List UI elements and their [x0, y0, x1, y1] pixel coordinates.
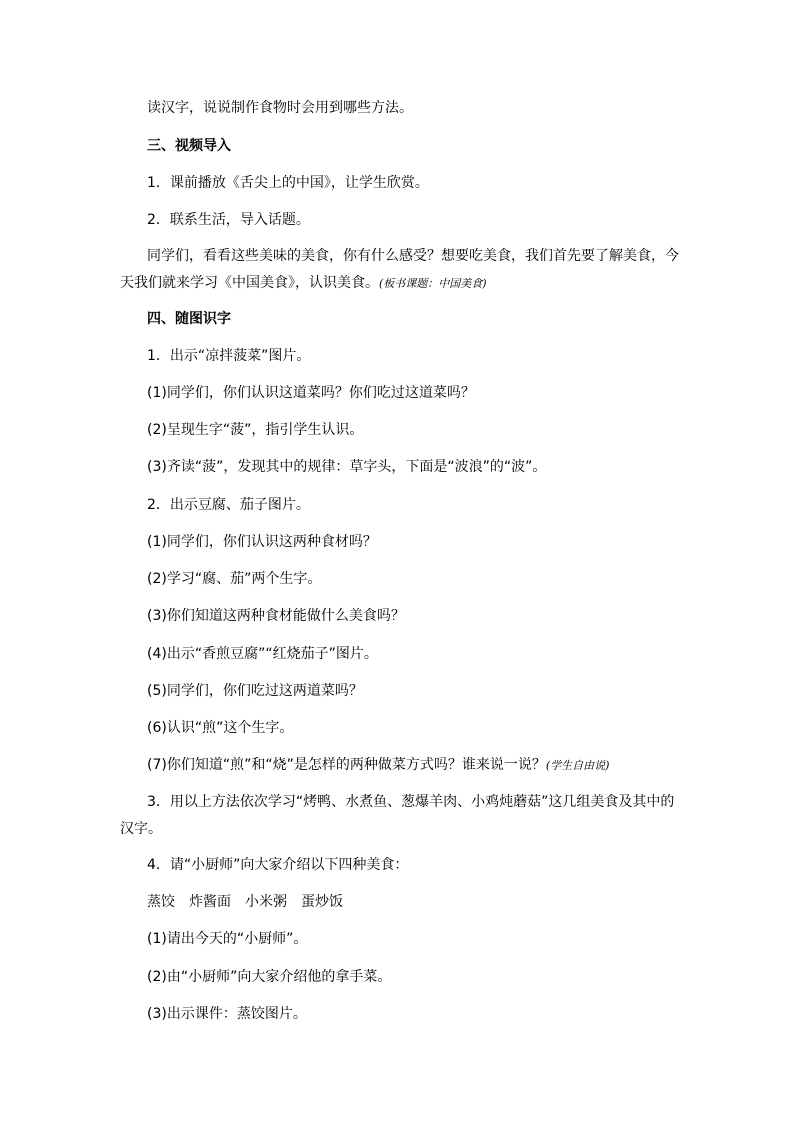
- substep-2-learn-characters: (2)学习“腐、茄”两个生字。: [147, 571, 322, 587]
- intro-topic-text: 同学们，看看这些美味的美食，你有什么感受？想要吃美食，我们首先要了解美食，今天我们就来学习《中国美食》，认识美食。: [120, 248, 679, 291]
- substep-4-show-pictures: (4)出示“香煎豆腐”“红烧茄子”图片。: [147, 646, 378, 662]
- substep-2-present-character: (2)呈现生字“菠”，指引学生认识。: [147, 422, 364, 438]
- paragraph-intro-topic: [120, 243, 680, 297]
- substep-3-what-dishes: (3)你们知道这两种食材能做什么美食吗？: [147, 608, 405, 624]
- four-dishes-list: 蒸饺 炸酱面 小米粥 蛋炒饭: [147, 894, 343, 910]
- step-3-learn-more-dishes: 3．用以上方法依次学习“烤鸭、水煮鱼、葱爆羊肉、小鸡炖蘑菇”这几组美食及其中的汉字。: [120, 794, 675, 837]
- step-4-little-chef: 4．请“小厨师”向大家介绍以下四种美食：: [147, 857, 409, 873]
- substep-1-invite-chef: (1)请出今天的“小厨师”。: [147, 931, 308, 947]
- substep-5-eaten-before: (5)同学们，你们吃过这两道菜吗？: [147, 683, 363, 699]
- substep-2-chef-introduces: (2)由“小厨师”向大家介绍他的拿手菜。: [147, 969, 392, 985]
- step-1-show-spinach: 1．出示“凉拌菠菜”图片。: [147, 348, 311, 364]
- blackboard-note: (板书课题：中国美食): [379, 277, 487, 290]
- paragraph-read-characters: 读汉字，说说制作食物时会用到哪些方法。: [147, 100, 413, 116]
- substep-6-recognize-jian: (6)认识“煎”这个生字。: [147, 720, 294, 736]
- substep-3-show-courseware: (3)出示课件：蒸饺图片。: [147, 1006, 307, 1022]
- cooking-methods-text: (7)你们知道“煎”和“烧”是怎样的两种做菜方式吗？谁来说一说？: [147, 757, 546, 773]
- free-talk-note: (学生自由说): [545, 759, 610, 772]
- substep-1-recognize-dish: (1)同学们，你们认识这道菜吗？你们吃过这道菜吗？: [147, 385, 475, 401]
- substep-1-ingredients: (1)同学们，你们认识这两种食材吗？: [147, 534, 377, 550]
- substep-3-read-aloud: (3)齐读“菠”，发现其中的规律：草字头，下面是“波浪”的“波”。: [147, 459, 547, 475]
- step-2-show-tofu-eggplant: 2．出示豆腐、茄子图片。: [147, 497, 310, 513]
- section-heading-video-intro: 三、视频导入: [147, 138, 231, 154]
- step-1-play-video: 1．课前播放《舌尖上的中国》，让学生欣赏。: [147, 175, 429, 191]
- substep-7-cooking-methods: [147, 756, 609, 775]
- section-heading-picture-literacy: 四、随图识字: [147, 311, 231, 327]
- step-2-connect-life: 2．联系生活，导入话题。: [147, 212, 310, 228]
